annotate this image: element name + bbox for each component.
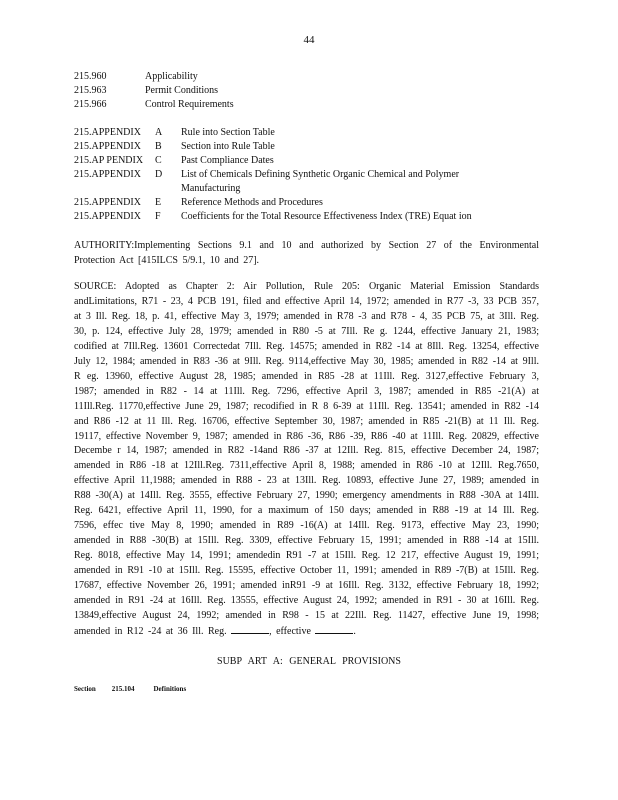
section-title: Definitions: [153, 685, 187, 693]
appendix-letter: F: [155, 211, 161, 222]
appendix-title: Reference Methods and Procedures: [181, 197, 323, 208]
appendix-number: 215.APPENDIX: [74, 197, 141, 208]
appendix-number: 215.APPENDIX: [74, 141, 141, 152]
section-heading: [74, 685, 186, 693]
appendix-number: 215.APPENDIX: [74, 211, 141, 222]
appendix-title: Rule into Section Table: [181, 127, 275, 138]
section-number: 215.960: [74, 71, 107, 82]
appendix-number: 215.APPENDIX: [74, 127, 141, 138]
appendix-letter: D: [155, 169, 163, 180]
appendix-title: Past Compliance Dates: [181, 155, 274, 166]
source-note: [74, 280, 539, 640]
blank-line: [231, 624, 269, 634]
section-label: Section: [74, 685, 96, 693]
appendix-title: Coefficients for the Total Resource Effectiveness Index (TRE) Equat ion: [181, 211, 472, 222]
subpart-heading: SUBP ART A: GENERAL PROVISIONS: [217, 656, 401, 667]
source-tail: , effective: [269, 625, 311, 637]
section-number: 215.963: [74, 85, 107, 96]
section-title: Control Requirements: [145, 99, 234, 110]
appendix-title: Section into Rule Table: [181, 141, 275, 152]
appendix-letter: E: [155, 197, 162, 208]
source-end: .: [353, 625, 356, 637]
appendix-letter: B: [155, 141, 162, 152]
appendix-title-continued: Manufacturing: [181, 183, 241, 194]
appendix-letter: C: [155, 155, 162, 166]
appendix-title: List of Chemicals Defining Synthetic Organic Chemical and Polymer: [181, 169, 460, 180]
appendix-letter: A: [155, 127, 163, 138]
blank-line: [315, 624, 353, 634]
section-number: 215.966: [74, 99, 107, 110]
authority-note: AUTHORITY:Implementing Sections 9.1 and 10 and authorized by Section 27 of the Environmental Protection Act [415ILCS 5/9.1, 10 and 27].: [74, 240, 539, 267]
section-title: Permit Conditions: [145, 85, 219, 96]
source-text: SOURCE: Adopted as Chapter 2: Air Pollution, Rule 205: Organic Material Emission Standards andLimitations, R71 - 23, 4 PCB 191, filed and effective April 14, 1972; amended in R77 -3, 33 PCB 357, at 3 Ill. Reg. 18, p. 41, effective May 3, 1979; amended in R78 -3 and R78 - 4, 35 PCB 75, at 3Ill. Reg. 30, p. 124, effective July 28, 1979; amended in R80 -5 at 7Ill. Re g. 1244, effective January 21, 1983; codified at 7Ill.Reg. 13601 Correctedat 7Ill. Reg. 14575; amended in R82 -14 at 8Ill. Reg. 13254, effective July 12, 1984; amended in R83 -36 at 9Ill. Reg. 9114,effective May 30, 1985; amended in R82 -14 at 9Ill. R eg. 13960, effective August 28, 1985; amended in R85 -28 at 11Ill. Reg. 3127,effective February 3, 1987; amended in R82 - 14 at 11Ill. Reg. 7296, effective April 3, 1987; amended in R85 -21(A) at 11Ill.Reg. 11770,effective June 29, 1987; recodified in R 8 6-39 at 11Ill. Reg. 13541; amended in R82 -14 and R86 -12 at 11 Ill. Reg. 16706, effective September 30, 1987; amended in R85 -21(B) at 11 Ill. Reg. 19117, effective November 9, 1987; amended in R86 -36, R86 -39, R86 -40 at 11Ill. Reg. 20829, effective Decembe r 14, 1987; amended in R82 -14and R86 -37 at 12Ill. Reg. 815, effective December 24, 1987; amended in R86 -18 at 12Ill.Reg. 7311,effective April 8, 1988; amended in R86 -10 at 12Ill. Reg.7650, effective April 11,1988; amended in R88 - 23 at 13Ill. Reg. 10893, effective June 27, 1989; amended in R88 -30(A) at 14Ill. Reg. 3555, effective February 27, 1990; emergency amendments in R88 -30A at 14Ill. Reg. 6421, effective April 11, 1990, for a maximum of 150 days; amended in R88 -19 at 14 Ill. Reg. 7596, effec tive May 8, 1990; amended in R89 -16(A) at 14Ill. Reg. 9173, effective May 23, 1990; amended in R88 -30(B) at 15Ill. Reg. 3309, effective February 15, 1991; amended in R88 -14 at 15Ill. Reg. 8018, effective May 14, 1991; amendedin R91 -7 at 15Ill. Reg. 12 217, effective August 19, 1991; amended in R91 -10 at 15Ill. Reg. 15595, effective October 11, 1991; amended in R89 -7(B) at 15Ill. Reg. 17687, effective November 26, 1991; amended inR91 -9 at 16Ill. Reg. 3132, effective February 18, 1992; amended in R91 -24 at 16Ill. Reg. 13555, effective August 24, 1992; amended in R91 - 30 at 16Ill. Reg. 13849,effective August 24, 1992; amended in R98 - 15 at 22Ill. Reg. 11427, effective June 19, 1998; amended in R12 -24 at 36 Ill. Reg.: [74, 281, 539, 637]
appendix-number: 215.APPENDIX: [74, 169, 141, 180]
page-number: 44: [303, 34, 315, 46]
section-title: Applicability: [145, 71, 198, 82]
appendix-number: 215.AP PENDIX: [74, 155, 144, 166]
section-number: 215.104: [111, 685, 135, 693]
